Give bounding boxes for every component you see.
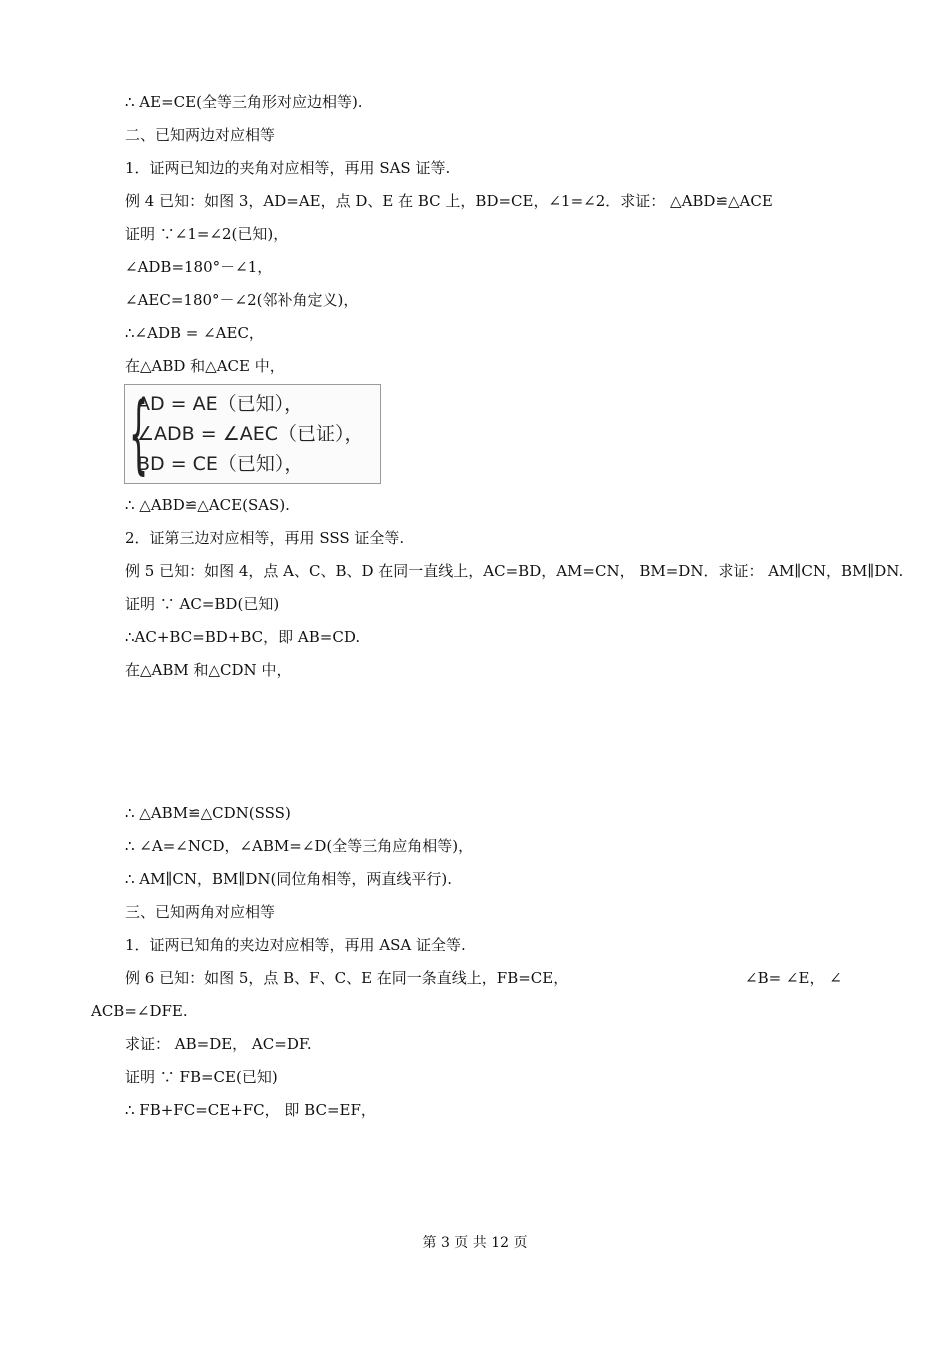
- left-brace-icon: {: [129, 384, 149, 484]
- text-line: 在△ABM 和△CDN 中，: [125, 661, 292, 679]
- section-heading: 三、已知两角对应相等: [125, 903, 276, 921]
- text-line: ACB=∠DFE.: [91, 1002, 188, 1020]
- text-line: 证明 ∵ AC=BD(已知): [125, 595, 280, 613]
- example-statement: 例 6 已知：如图 5，点 B、F、C、E 在同一条直线上，FB=CE，: [125, 969, 569, 987]
- text-line: ∠AEC=180°－∠2(邻补角定义)，: [125, 291, 359, 309]
- text-line: 2．证第三边对应相等，再用 SSS 证全等.: [125, 529, 405, 547]
- section-heading: 二、已知两边对应相等: [125, 126, 276, 144]
- text-line: ∠ADB=180°－∠1，: [125, 258, 273, 276]
- text-line: 在△ABD 和△ACE 中，: [125, 357, 285, 375]
- text-line: 1．证两已知角的夹边对应相等，再用 ASA 证全等.: [125, 936, 466, 954]
- text-line: 求证： AB=DE， AC=DF.: [125, 1035, 312, 1053]
- text-line: ∴ △ABD≌△ACE(SAS).: [125, 496, 290, 514]
- equation-row: BD = CE（已知），: [137, 453, 304, 475]
- text-line: ∴ AM∥CN，BM∥DN(同位角相等，两直线平行).: [125, 870, 452, 888]
- text-line: 证明 ∵∠1=∠2(已知)，: [125, 225, 289, 243]
- text-line: 1．证两已知边的夹角对应相等，再用 SAS 证等.: [125, 159, 451, 177]
- text-line: ∴ FB+FC=CE+FC， 即 BC=EF，: [125, 1101, 376, 1119]
- equation-row: ∠ADB = ∠AEC（已证），: [137, 423, 364, 445]
- text-line: 证明 ∵ FB=CE(已知): [125, 1068, 278, 1086]
- page-footer: 第 3 页 共 12 页: [422, 1235, 528, 1251]
- equation-row: AD = AE（已知），: [137, 393, 304, 415]
- example-statement-end: ∠B= ∠E， ∠: [745, 969, 842, 987]
- text-line: ∴ △ABM≌△CDN(SSS): [125, 804, 291, 822]
- equation-system-image: [124, 384, 381, 484]
- text-line: ∴∠ADB = ∠AEC，: [125, 324, 264, 342]
- text-line: ∴ AE=CE(全等三角形对应边相等).: [125, 93, 363, 111]
- example-statement: 例 4 已知：如图 3，AD=AE，点 D、E 在 BC 上，BD=CE，∠1=∠2．求证： △ABD≌△ACE: [125, 192, 773, 210]
- text-line: ∴ ∠A=∠NCD，∠ABM=∠D(全等三角应角相等)，: [125, 837, 474, 855]
- example-statement: 例 5 已知：如图 4，点 A、C、B、D 在同一直线上，AC=BD，AM=CN， BM=DN．求证： AM∥CN，BM∥DN.: [125, 562, 904, 580]
- text-line: ∴AC+BC=BD+BC，即 AB=CD.: [125, 628, 361, 646]
